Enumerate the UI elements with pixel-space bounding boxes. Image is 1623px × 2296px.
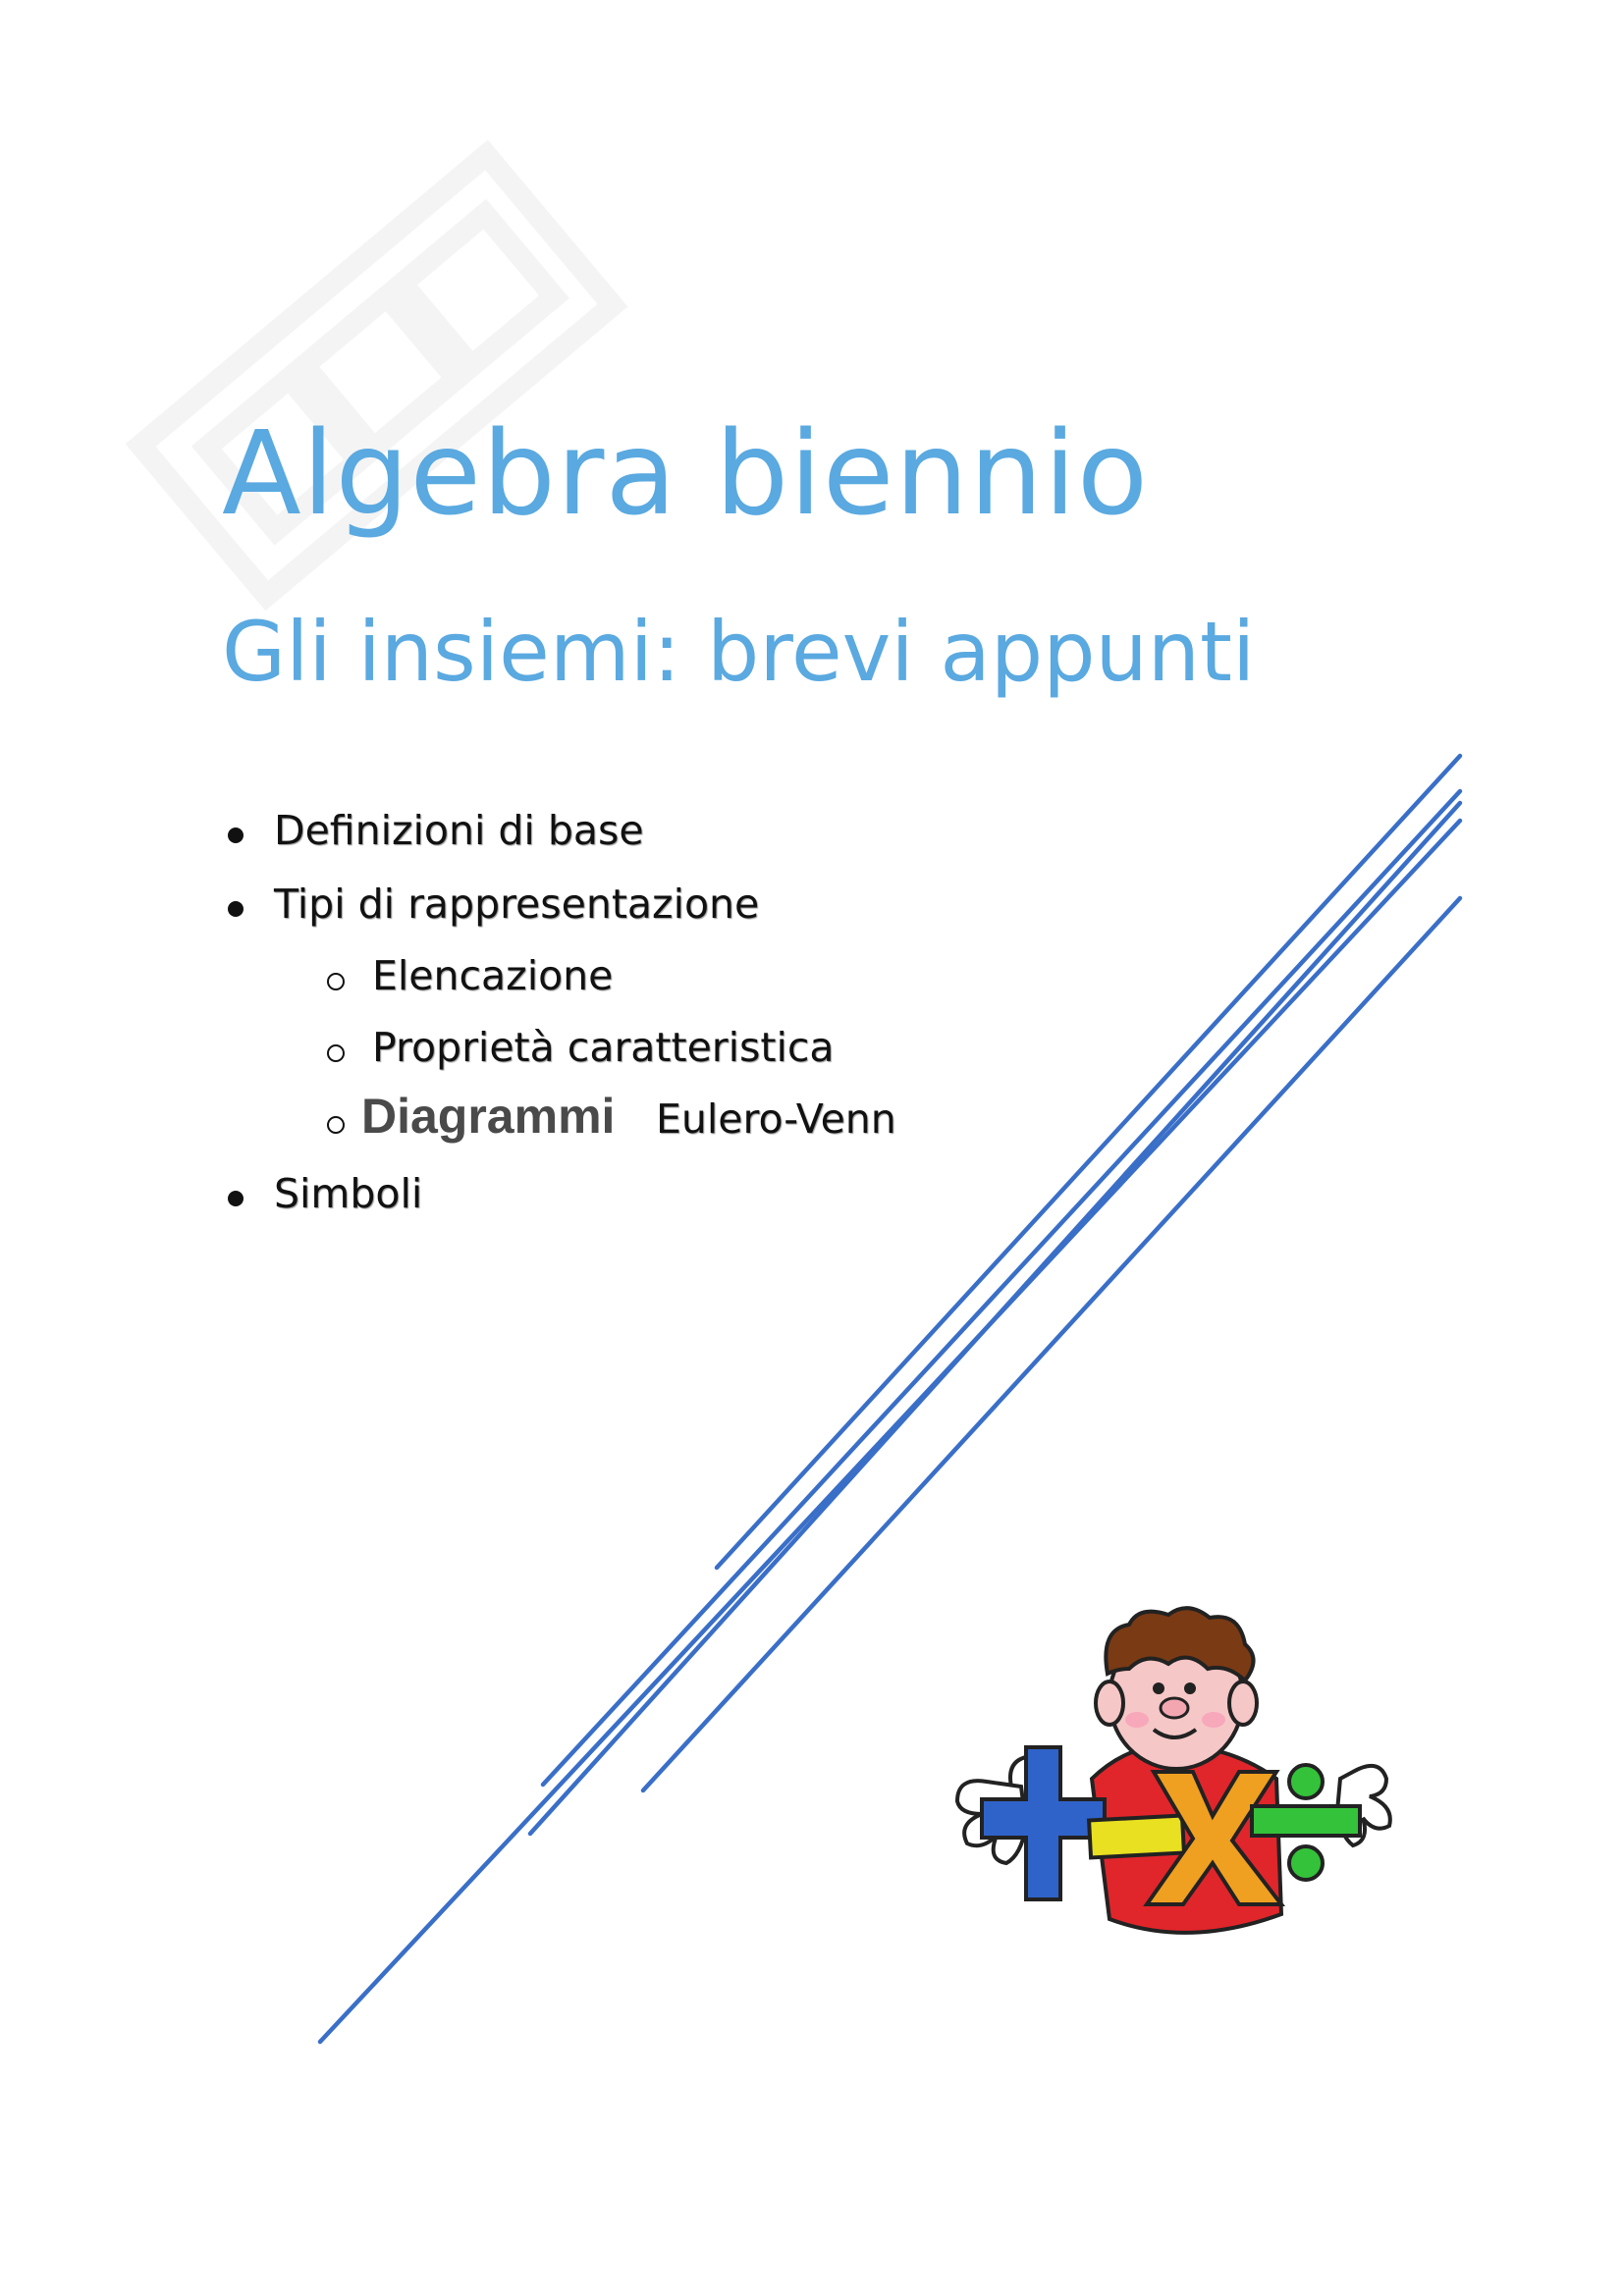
- toc-item-definizioni: Definizioni di base: [274, 807, 644, 854]
- page-title: Algebra biennio: [222, 405, 1150, 541]
- toc-item-simboli: Simboli: [274, 1170, 423, 1217]
- toc-subitem-diagrammi-bold: Diagrammi: [361, 1089, 616, 1144]
- toc-item-tipi: Tipi di rappresentazione: [274, 881, 760, 928]
- toc-subitem-proprieta: Proprietà caratteristica: [372, 1024, 835, 1071]
- page-subtitle: Gli insiemi: brevi appunti: [222, 604, 1256, 700]
- toc-subitem-eulero-venn: Eulero-Venn: [656, 1095, 896, 1143]
- toc-subitem-elencazione: Elencazione: [372, 952, 614, 999]
